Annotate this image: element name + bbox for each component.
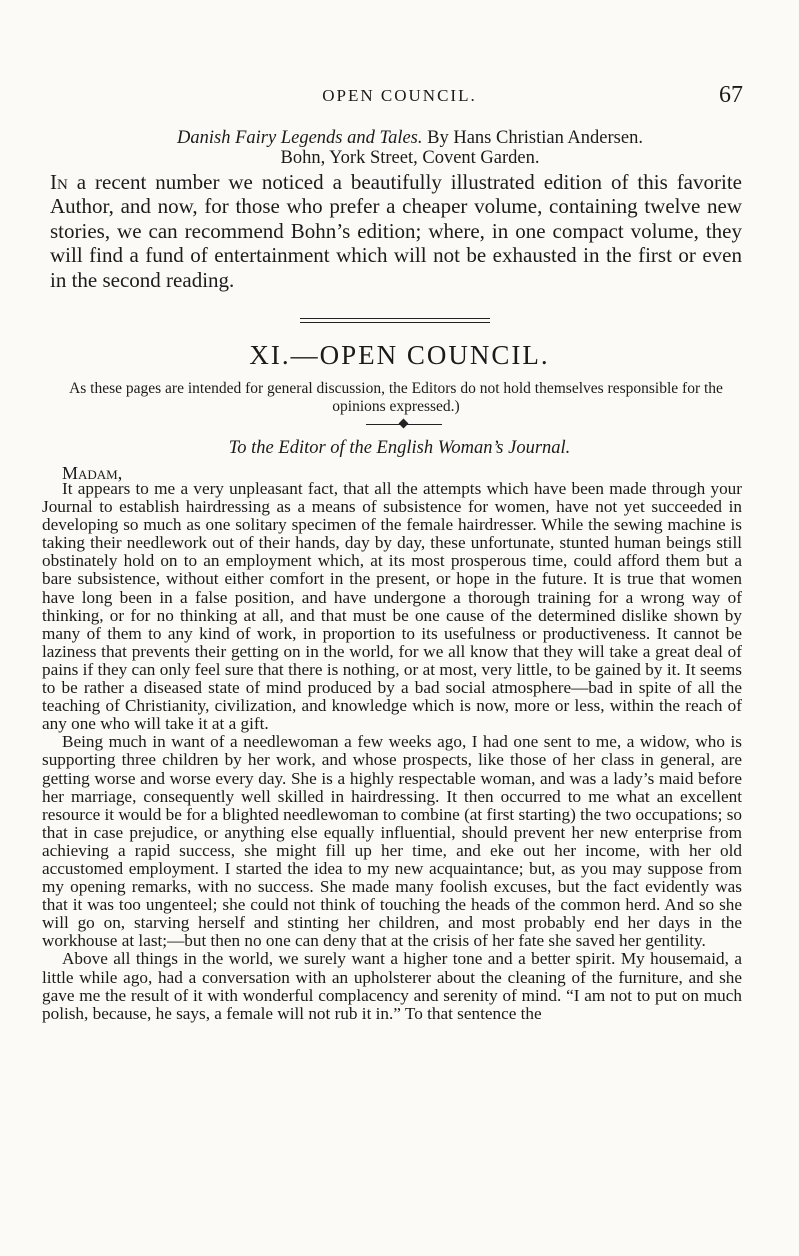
letter-paragraph: Being much in want of a needlewoman a few weeks ago, I had one sent to me, a widow, who is supporting three children by her work, and whose prospects, like those of her class in general, are getting worse and worse every day. She is a highly respectable woman, and was a lady’s maid before her marriage, consequently well skilled in hairdressing. It then occurred to me what an excellent resource it would be for a blighted needlewoman to combine (at first starting) the two occupations; so that in case prejudice, or anything else equally influential, should prevent her new enterprise from achieving a rapid success, she might fill up her time, and eke out her income, with her old accustomed employment. I started the idea to my new acquaintance; but, as you may suppose from my opening remarks, with no success. She made many foolish excuses, but the fact evidently was that it was too ungenteel; she could not think of touching the heads of the common herd. And so she will go on, starving herself and stinting her children, and most probably end her days in the workhouse at last;—but then no one can deny that at the crisis of her fate she saved her gentility. — [42, 732, 742, 951]
letter-heading: To the Editor of the English Woman’s Journal. — [228, 438, 571, 458]
letter-paragraph: It appears to me a very unpleasant fact, that all the attempts which have been made through your Journal to establish hairdressing as a means of subsistence for women, have not yet succeeded in developing so much as one solitary specimen of the female hairdresser. While the sewing machine is taking their needlework out of their hands, day by day, these unfortunate, stunted human beings still obstinately hold on to an employment which, at its most prosperous time, could afford them but a bare subsistence, without either comfort in the present, or hope in the future. It is true that women have long been in a false position, and have undergone a thorough training for a wrong way of thinking, or for no thinking at all, and that must be one cause of the determined dislike shown by many of them to any kind of work, in proportion to its usefulness or productiveness. It cannot be laziness that prevents their getting on in the world, for we all know that they will take a great deal of pains if they can only feel sure that there is nothing, or at most, very little, to be gained by it. It seems to be rather a diseased state of mind produced by a bad social atmosphere—bad in spite of all the teaching of Christianity, civilization, and knowledge which is now, more or less, within the reach of any one who will take it at a gift. — [42, 479, 742, 734]
book-title: Danish Fairy Legends and Tales. — [177, 128, 423, 148]
section-disclaimer: As these pages are intended for general discussion, the Editors do not hold themselves responsible for the opinions expressed.) — [69, 380, 723, 415]
running-head — [0, 82, 799, 112]
book-notice-body — [50, 170, 742, 292]
book-notice-lead: In — [50, 170, 68, 194]
letter-paragraph: Above all things in the world, we surely want a higher tone and a better spirit. My housemaid, a little while ago, had a conversation with an upholsterer about the cleaning of the furniture, and she gave me the result of it with wonderful complacency and serenity of mind. “I am not to put on much polish, because, he says, a female will not rub it in.” To that sentence the — [42, 949, 742, 1023]
book-publisher: Bohn, York Street, Covent Garden. — [280, 148, 540, 168]
book-author: By Hans Christian Andersen. — [427, 128, 643, 148]
ornament-diamond-icon — [399, 419, 409, 429]
section-title: XI.—OPEN COUNCIL. — [249, 340, 550, 370]
ornament-divider — [0, 418, 799, 430]
letter-body — [42, 480, 742, 1023]
book-notice-heading — [80, 128, 740, 168]
letter-salutation: Madam, — [62, 463, 123, 483]
book-notice-text: a recent number we noticed a beautifully illustrated edition of this favorite Author, and now, for those who prefer a cheaper volume, containing twelve new stories, we can recommend Bohn’s edition; where, in one compact volume, they will find a fund of entertainment which will not be exhausted in the first or even in the second reading. — [50, 170, 742, 292]
section-divider-top — [300, 318, 490, 319]
running-title: OPEN COUNCIL. — [322, 86, 477, 105]
section-divider-bottom — [300, 322, 490, 323]
page-number: 67 — [719, 82, 743, 108]
